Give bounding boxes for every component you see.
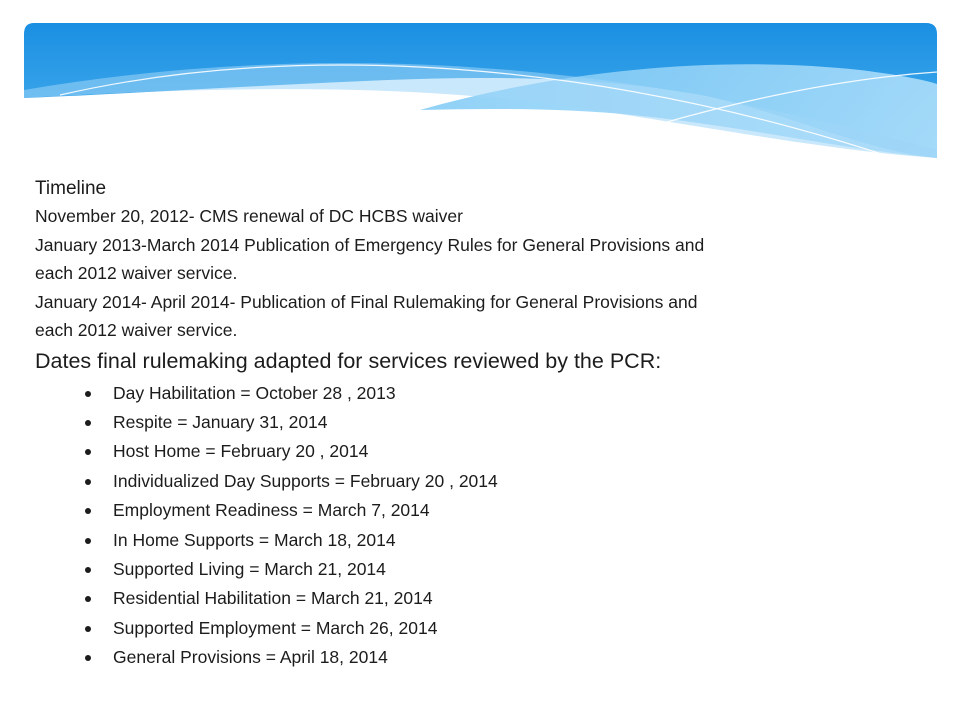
list-item: Residential Habilitation = March 21, 2014 [85, 584, 915, 613]
list-item: Respite = January 31, 2014 [85, 408, 915, 437]
service-date-list [35, 379, 915, 673]
list-item: Individualized Day Supports = February 20 , 2014 [85, 467, 915, 496]
timeline-title: Timeline [35, 178, 107, 199]
list-item: Day Habilitation = October 28 , 2013 [85, 379, 915, 408]
bullet-icon [85, 391, 91, 397]
bullet-icon [85, 626, 91, 632]
rulemaking-subheading: Dates final rulemaking adapted for services reviewed by the PCR: [35, 348, 662, 373]
bullet-icon [85, 655, 91, 661]
bullet-icon [85, 479, 91, 485]
list-item: Host Home = February 20 , 2014 [85, 437, 915, 466]
bullet-icon [85, 596, 91, 602]
list-item: Employment Readiness = March 7, 2014 [85, 496, 915, 525]
list-item: Supported Living = March 21, 2014 [85, 555, 915, 584]
timeline-line-5: each 2012 waiver service. [35, 320, 238, 340]
timeline-line-1: November 20, 2012- CMS renewal of DC HCBS waiver [35, 206, 463, 226]
slide-content [35, 176, 915, 673]
timeline-line-4: January 2014- April 2014- Publication of Final Rulemaking for General Provisions and [35, 291, 698, 312]
list-item: In Home Supports = March 18, 2014 [85, 526, 915, 555]
bullet-icon [85, 420, 91, 426]
header-wave-banner [0, 0, 960, 200]
list-item: General Provisions = April 18, 2014 [85, 643, 915, 672]
bullet-icon [85, 508, 91, 514]
bullet-icon [85, 449, 91, 455]
bullet-icon [85, 538, 91, 544]
timeline-line-2: January 2013-March 2014 Publication of Emergency Rules for General Provisions and [35, 234, 705, 255]
bullet-icon [85, 567, 91, 573]
timeline-line-3: each 2012 waiver service. [35, 263, 238, 283]
list-item: Supported Employment = March 26, 2014 [85, 614, 915, 643]
